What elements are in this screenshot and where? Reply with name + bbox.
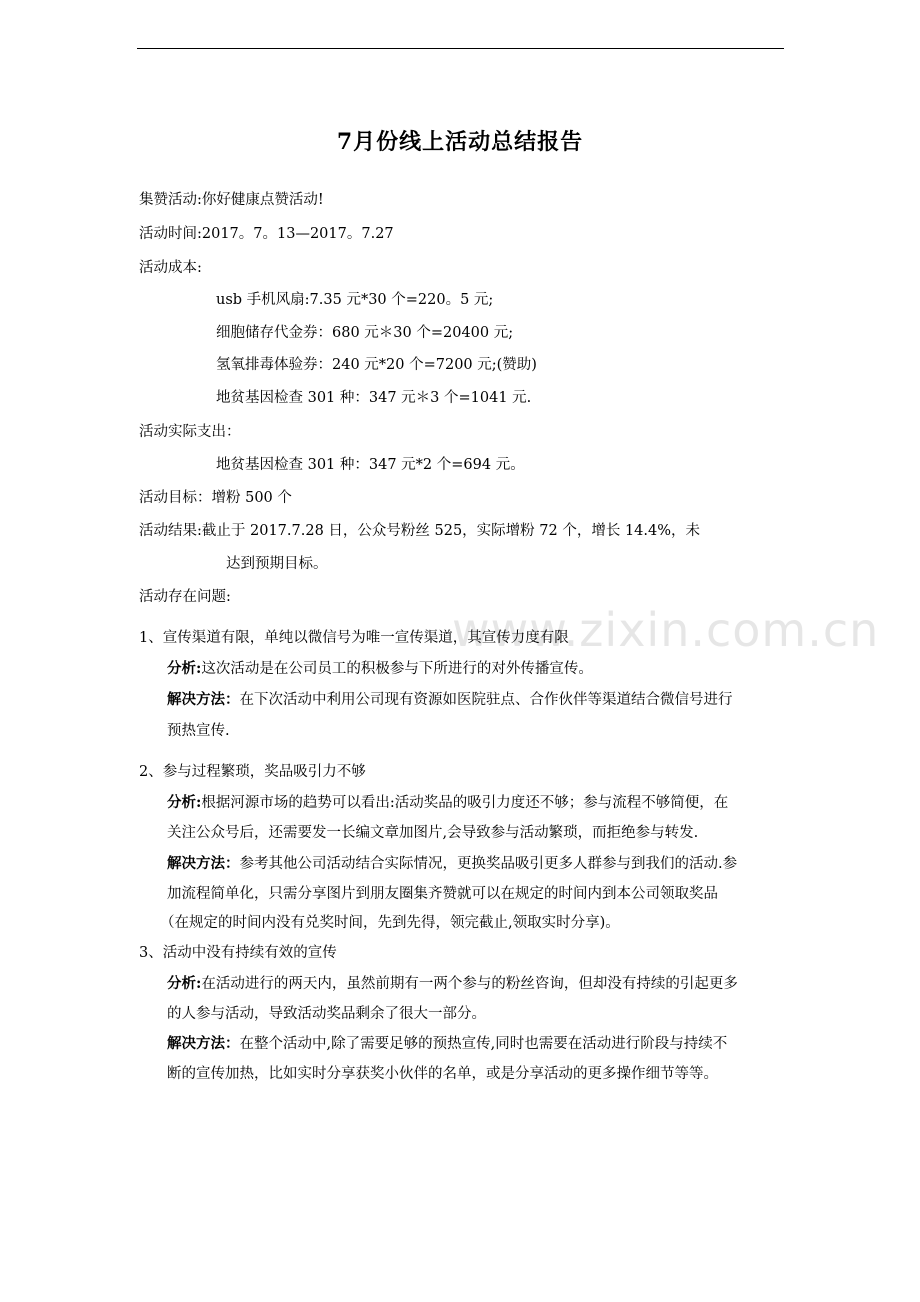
solution-label: 解决方法： (167, 855, 240, 872)
line-cost-detox: 氢氧排毒体验券：240 元*20 个=7200 元;(赞助) (216, 357, 537, 373)
analysis-text: 这次活动是在公司员工的积极参与下所进行的对外传播宣传。 (201, 661, 593, 677)
line-activity-name: 集赞活动:你好健康点赞活动! (139, 192, 324, 208)
watermark: www.zixin.com.cn (452, 603, 880, 657)
problem-3-solution-cont: 断的宣传加热，比如实时分享获奖小伙伴的名单，或是分享活动的更多操作细节等等。 (167, 1066, 718, 1082)
analysis-label: 分析: (167, 975, 202, 992)
line-goal: 活动目标：增粉 500 个 (139, 490, 292, 506)
solution-label: 解决方法： (167, 1035, 240, 1052)
problem-3-heading: 3、活动中没有持续有效的宣传 (139, 945, 337, 961)
solution-text: 参考其他公司活动结合实际情况，更换奖品吸引更多人群参与到我们的活动.参 (239, 856, 738, 872)
problem-2-analysis-cont: 关注公众号后，还需要发一长编文章加图片,会导致参与活动繁琐，而拒绝参与转发. (167, 825, 699, 841)
solution-text: 在整个活动中,除了需要足够的预热宣传,同时也需要在活动进行阶段与持续不 (239, 1036, 728, 1052)
page-title: 7月份线上活动总结报告 (336, 129, 584, 155)
problem-1-solution (167, 690, 733, 710)
line-result: 活动结果:截止于 2017.7.28 日，公众号粉丝 525，实际增粉 72 个，增长 14.4%，未 (139, 523, 701, 539)
line-problems-heading: 活动存在问题: (139, 589, 231, 605)
solution-text: 在下次活动中利用公司现有资源如医院驻点、合作伙伴等渠道结合微信号进行 (239, 692, 733, 708)
solution-label: 解决方法： (167, 691, 240, 708)
problem-1-heading: 1、宣传渠道有限，单纯以微信号为唯一宣传渠道，其宣传力度有限 (139, 630, 569, 646)
problem-1-solution-cont: 预热宣传. (167, 723, 230, 739)
problem-1-analysis (167, 659, 593, 679)
line-result-cont: 达到预期目标。 (226, 556, 328, 572)
problem-2-solution (167, 854, 737, 874)
line-cost-gene: 地贫基因检查 301 种：347 元＊3 个=1041 元. (216, 390, 532, 406)
line-cost-heading: 活动成本: (139, 260, 202, 276)
analysis-label: 分析: (167, 660, 202, 677)
problem-2-solution-cont2: （在规定的时间内没有兑奖时间，先到先得，领完截止,领取实时分享)。 (160, 915, 620, 931)
line-actual-heading: 活动实际支出： (139, 424, 241, 440)
problem-2-analysis (167, 793, 728, 813)
problem-2-heading: 2、参与过程繁琐，奖品吸引力不够 (139, 764, 366, 780)
header-rule (137, 48, 784, 49)
problem-3-analysis-cont: 的人参与活动，导致活动奖品剩余了很大一部分。 (167, 1006, 486, 1022)
analysis-text: 在活动进行的两天内，虽然前期有一两个参与的粉丝咨询，但却没有持续的引起更多 (201, 976, 738, 992)
line-cost-fan: usb 手机风扇:7.35 元*30 个=220。5 元; (216, 292, 494, 308)
problem-2-solution-cont: 加流程简单化，只需分享图片到朋友圈集齐赞就可以在规定的时间内到本公司领取奖品 (167, 886, 718, 902)
line-actual-gene: 地贫基因检查 301 种：347 元*2 个=694 元。 (216, 457, 525, 473)
analysis-label: 分析: (167, 794, 202, 811)
line-cost-voucher: 细胞储存代金券：680 元＊30 个=20400 元; (216, 325, 514, 341)
analysis-text: 根据河源市场的趋势可以看出:活动奖品的吸引力度还不够；参与流程不够简便，在 (201, 795, 729, 811)
problem-3-solution (167, 1034, 727, 1054)
problem-3-analysis (167, 974, 738, 994)
line-activity-time: 活动时间:2017。7。13—2017。7.27 (139, 226, 394, 242)
